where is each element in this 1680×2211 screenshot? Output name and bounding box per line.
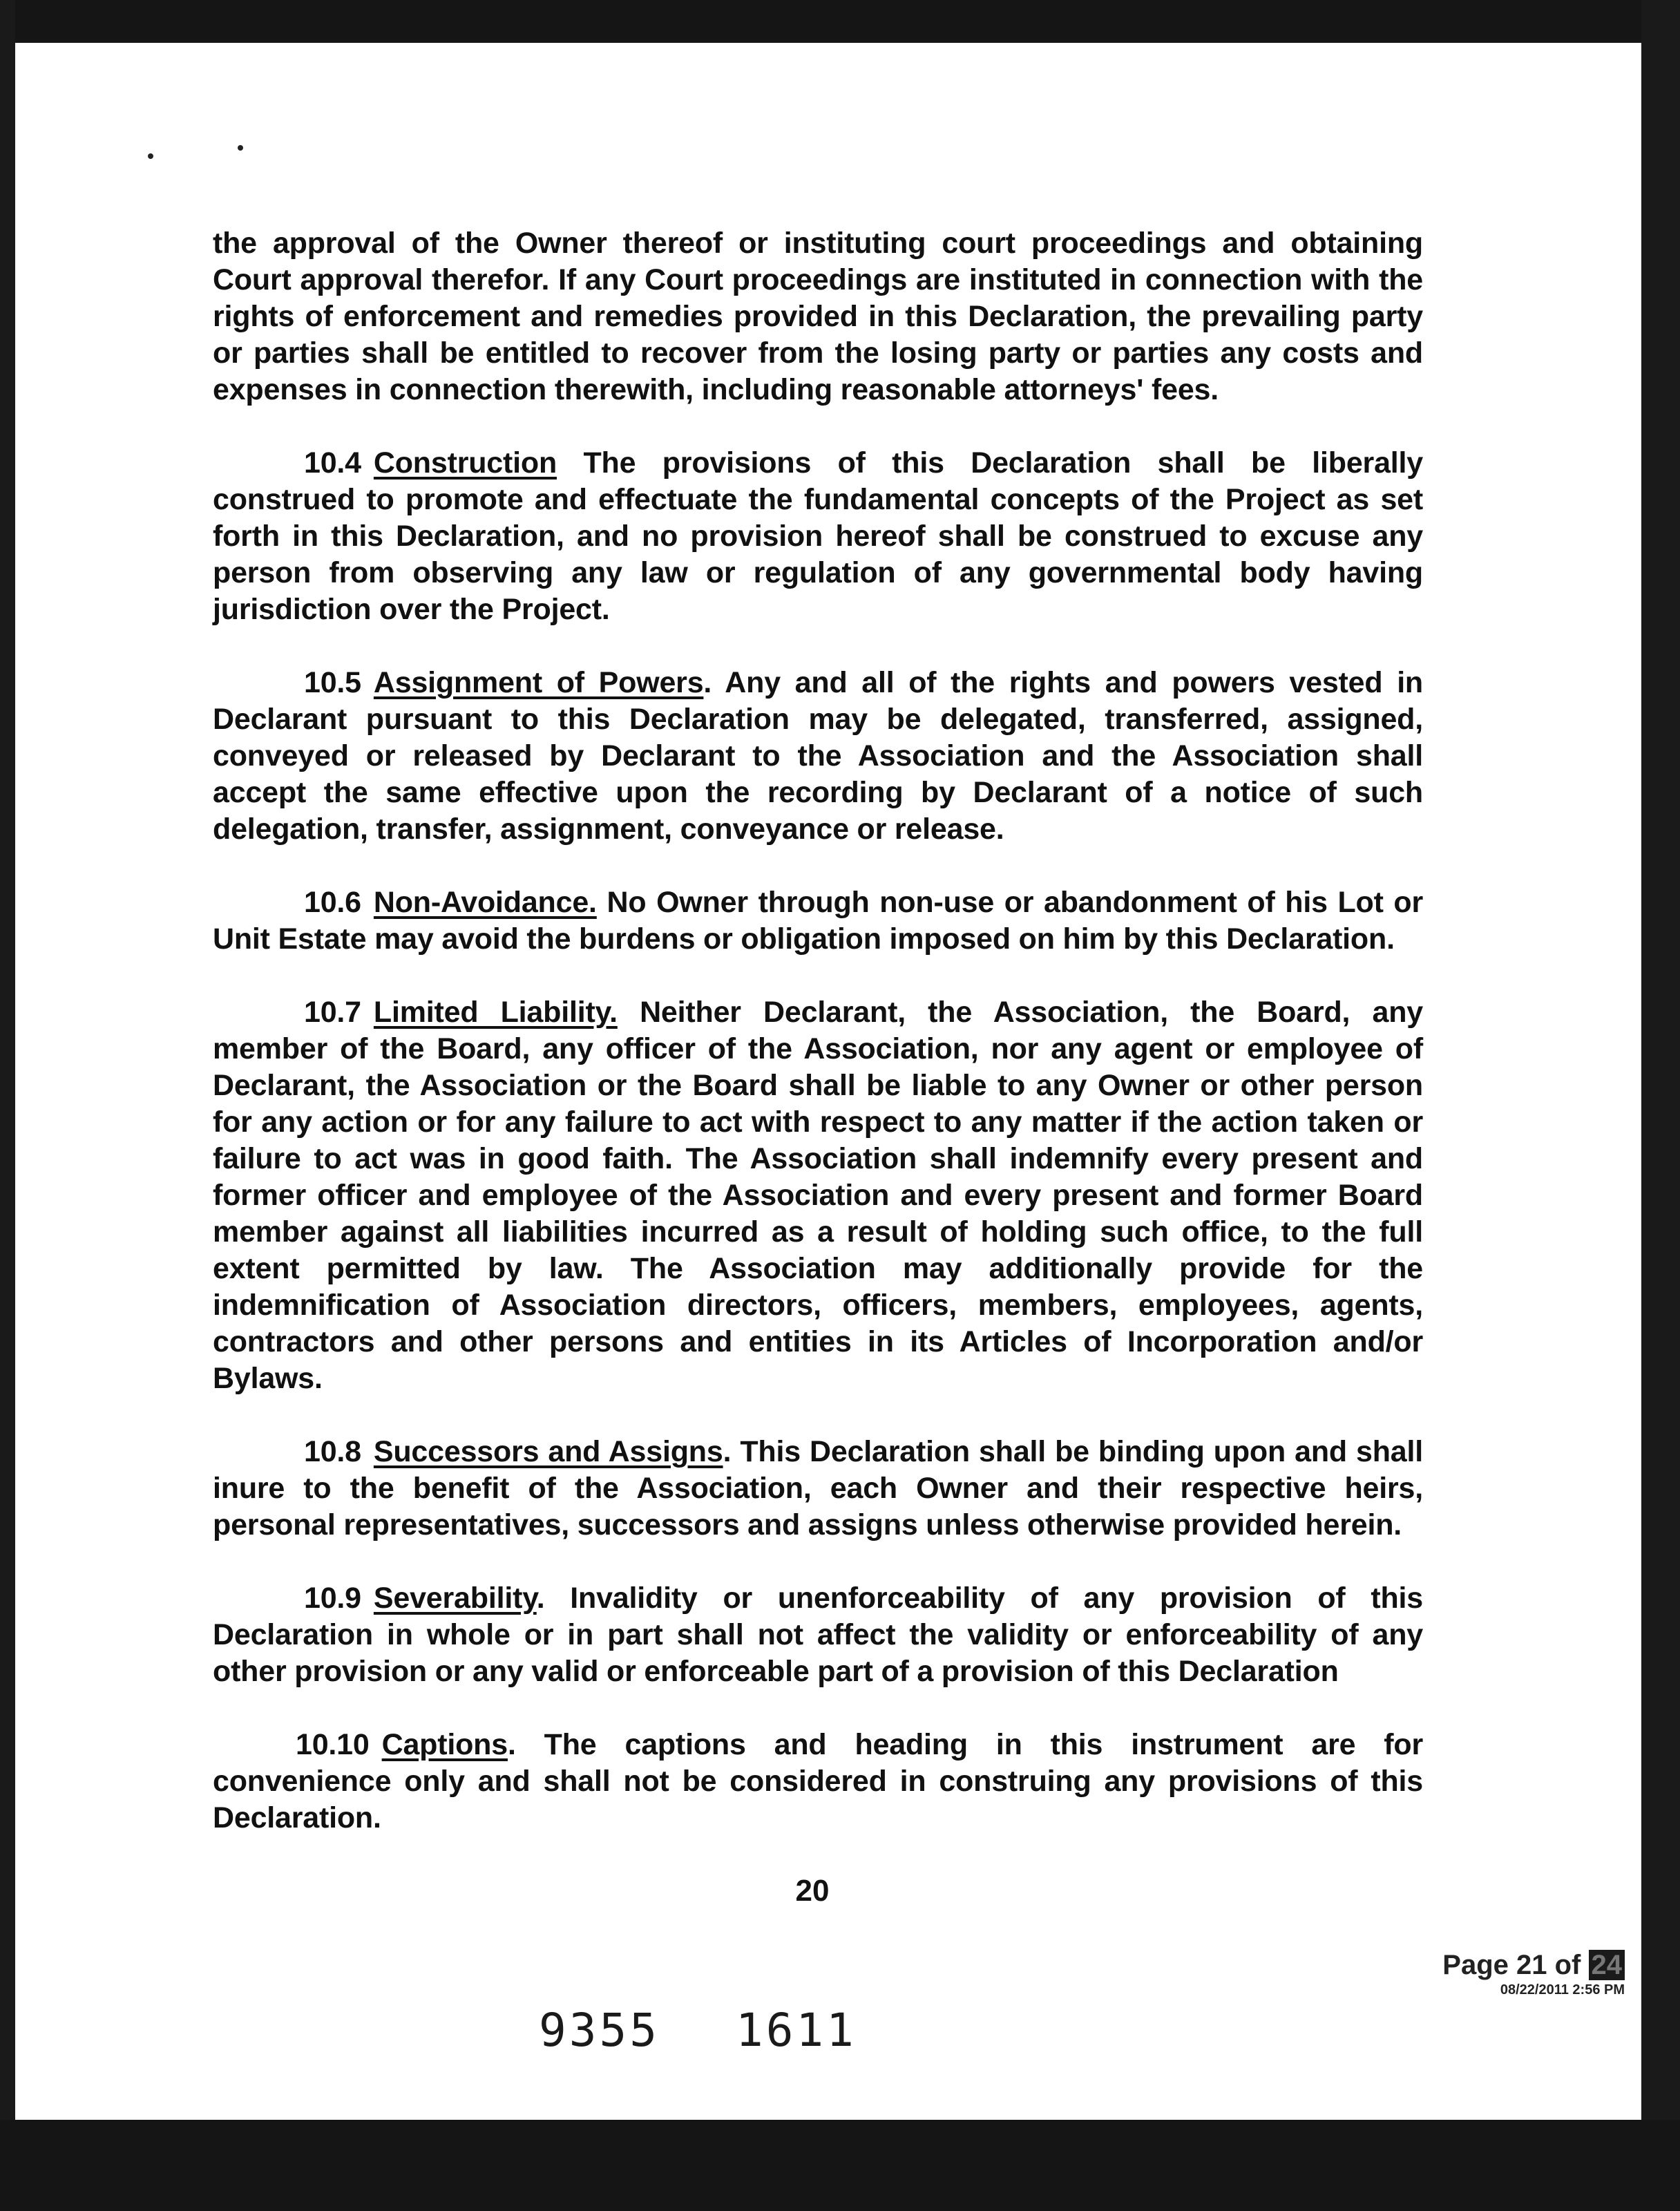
recorder-stamp	[1442, 1950, 1625, 1998]
section-heading: Limited Liability.	[373, 996, 618, 1029]
document-body	[213, 225, 1423, 1873]
stamp-timestamp: 08/22/2011 2:56 PM	[1500, 1982, 1625, 1998]
section-text: . Invalidity or unenforceability of any provision of this Declaration in whole or in part shall not affect the validity or enforceability of any other provision or any valid or enforceable part of a provision of this Declaration	[213, 1582, 1423, 1688]
scan-speck	[148, 153, 153, 159]
section-heading: Construction	[373, 446, 557, 480]
stamp-page-total: 24	[1589, 1950, 1625, 1980]
section-text: . The captions and heading in this instrument are for convenience only and shall not be considered in construing any provisions of this Declaration.	[213, 1728, 1423, 1834]
scan-border-bottom	[0, 2120, 1680, 2211]
section-heading: Successors and Assigns	[373, 1435, 723, 1468]
section-heading: Assignment of Powers	[373, 666, 704, 699]
recording-book: 9355	[539, 2004, 660, 2057]
section-text: The provisions of this Declaration shall be liberally construed to promote and effectuate the fundamental concepts of the Project as set forth in this Declaration, and no provision hereof shall be construed to excuse any person from observing any law or regulation of any governmental body having jurisdiction over the Project.	[213, 446, 1423, 626]
scan-speck	[238, 145, 243, 151]
section-heading: Captions	[381, 1728, 508, 1761]
recording-book-page	[539, 2004, 933, 2057]
section-number: 10.4	[304, 446, 361, 480]
section-number: 10.7	[304, 996, 361, 1029]
section-10-8	[213, 1434, 1423, 1544]
section-10-9	[213, 1580, 1423, 1690]
stamp-page-label: Page 21 of	[1442, 1950, 1589, 1980]
section-10-10	[213, 1727, 1423, 1837]
section-10-7	[213, 994, 1423, 1397]
section-number: 10.9	[304, 1582, 361, 1615]
stamp-page-count	[1442, 1950, 1625, 1981]
intro-paragraph: the approval of the Owner thereof or instituting court proceedings and obtaining Court approval therefor. If any Court proceedings are instituted in connection with the rights of enforcement and remedies provided in this Declaration, the prevailing party or parties shall be entitled to recover from the losing party or parties any costs and expenses in connection therewith, including reasonable attorneys' fees.	[213, 227, 1423, 406]
page-number: 20	[795, 1874, 830, 1908]
section-10-6	[213, 884, 1423, 958]
section-number: 10.10	[296, 1728, 370, 1761]
section-heading: Severability	[373, 1582, 537, 1615]
recording-page: 1611	[735, 2004, 857, 2057]
section-10-4	[213, 445, 1423, 628]
scan-border-right	[1641, 0, 1680, 2211]
section-heading: Non-Avoidance.	[373, 886, 597, 919]
section-text: . This Declaration shall be binding upon and shall inure to the benefit of the Association, each Owner and their respective heirs, personal representatives, successors and assigns unless otherwise provided herein.	[213, 1435, 1423, 1541]
section-text: No Owner through non-use or abandonment of his Lot or Unit Estate may avoid the burdens or obligation imposed on him by this Declaration.	[213, 886, 1423, 956]
section-text: Neither Declarant, the Association, the Board, any member of the Board, any officer of the Association, nor any agent or employee of Declarant, the Association or the Board shall be liable to any Owner or other person for any action or for any failure to act with respect to any matter if the action taken or failure to act was in good faith. The Association shall indemnify every present and former officer and employee of the Association and every present and former Board member against all liabilities incurred as a result of holding such office, to the full extent permitted by law. The Association may additionally provide for the indemnification of Association directors, officers, members, employees, agents, contractors and other persons and entities in its Articles of Incorporation and/or Bylaws.	[213, 996, 1424, 1395]
scan-border-top	[0, 0, 1680, 43]
section-text: . Any and all of the rights and powers vested in Declarant pursuant to this Declaration may be delegated, transferred, assigned, conveyed or released by Declarant to the Association and the Association shall accept the same effective upon the recording by Declarant of a notice of such delegation, transfer, assignment, conveyance or release.	[213, 666, 1424, 846]
section-number: 10.6	[304, 886, 361, 919]
section-number: 10.8	[304, 1435, 361, 1468]
section-10-5	[213, 665, 1423, 848]
section-number: 10.5	[304, 666, 361, 699]
